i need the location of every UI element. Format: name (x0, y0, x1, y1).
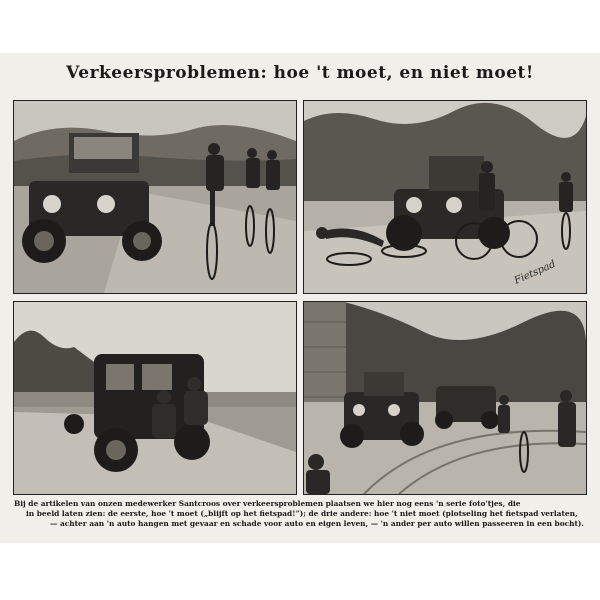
page-title: Verkeersproblemen: hoe 't moet, en niet moet! (66, 63, 534, 83)
caption-line-2: in beeld laten zien: de eerste, hoe 't moet („blijft op het fietspad!”); de drie andere: hoe 't niet moet (plotseling het fietspad verlaten, (26, 509, 578, 518)
photo-3-illustration (14, 302, 296, 494)
photo-2-illustration (304, 101, 586, 293)
photo-cyclist-fallen (303, 100, 587, 294)
road-marking-fietspad: Fietspad (512, 258, 558, 287)
caption-line-3: — achter aan 'n auto hangen met gevaar en schade voor auto en eigen leven, — 'n ander per auto willen passeeren in een bocht). (50, 519, 585, 528)
caption-line-1: Bij de artikelen van onzen medewerker Santcroos over verkeersproblemen plaatsen we hier nog eens 'n serie foto'tjes, die (14, 499, 521, 508)
magazine-page (0, 53, 600, 543)
photo-overtaking-in-bend (303, 301, 587, 495)
photo-1-illustration (14, 101, 296, 293)
photo-cyclists-on-path (13, 100, 297, 294)
photo-hanging-on-car (13, 301, 297, 495)
photo-caption (14, 499, 586, 529)
photo-4-illustration (304, 302, 586, 494)
